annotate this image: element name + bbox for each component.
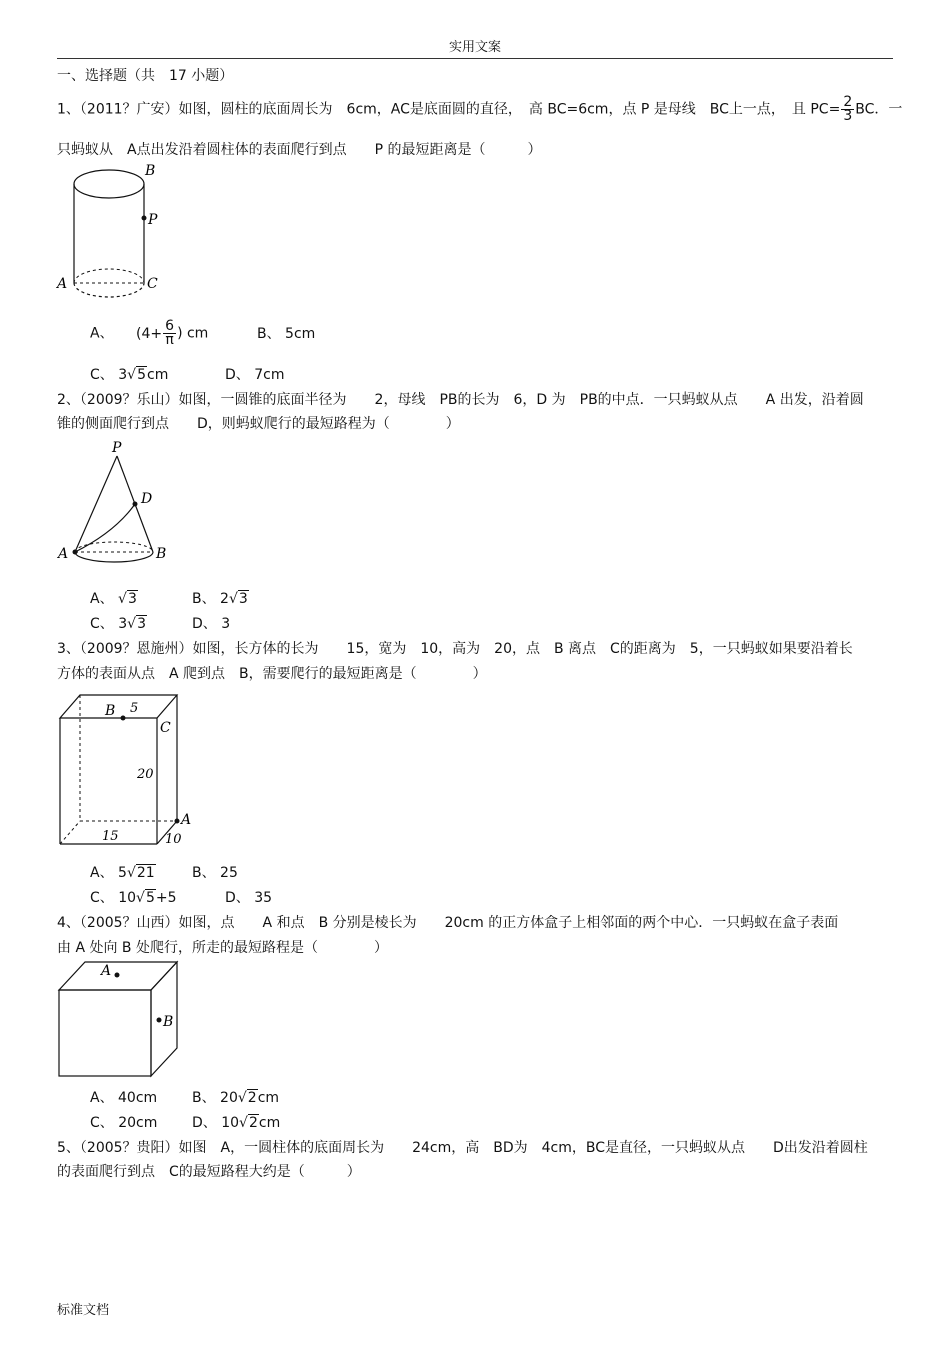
label-5: 5 (130, 701, 139, 716)
q1-option-a-den: π (165, 332, 174, 348)
label-c: C (160, 720, 171, 736)
page-header: 实用文案 (448, 40, 501, 55)
q1-option-c-radicand: 5 (137, 367, 146, 383)
point-p (142, 216, 147, 221)
q1-frac-den: 3 (843, 108, 853, 124)
q1-option-a-num: 6 (165, 318, 175, 334)
label-b: B (163, 1014, 174, 1030)
q4-option-d-radicand: 2 (248, 1115, 258, 1131)
q1-option-c: C、 3√5cm (90, 367, 169, 383)
q1-option-c-coef: 3 (118, 367, 128, 383)
q4-option-a: A、 40cm (90, 1090, 158, 1106)
q2-option-a: A、 √3 (90, 591, 137, 607)
cone-base-front (75, 552, 153, 562)
q1-option-c-label: C、 (90, 367, 114, 383)
label-c: C (147, 276, 158, 292)
q2-option-a-label: A、 (90, 591, 114, 607)
q1-frac-num: 2 (843, 94, 853, 110)
q2-option-c-label: C、 3 (90, 616, 128, 632)
q4-cube-figure (55, 958, 185, 1083)
label-10: 10 (165, 832, 182, 847)
point-a (175, 819, 180, 824)
q1-line2: 只蚂蚁从 A点出发沿着圆柱体的表面爬行到点 P 的最短距离是（ ） (57, 142, 542, 158)
q1-option-a-fraction (163, 320, 176, 347)
q2-option-b: B、 2√3 (192, 591, 248, 607)
cuboid-hidden-left (60, 821, 80, 844)
q1-option-a-label: A、 (90, 325, 114, 342)
point-b (157, 1018, 162, 1023)
q5-line2: 的表面爬行到点 C的最短路程大约是（ ） (57, 1164, 361, 1180)
q1-cylinder-figure (55, 160, 165, 310)
point-a (115, 973, 120, 978)
header-rule (57, 58, 893, 59)
q3-option-c: C、 10√5+5 (90, 890, 177, 906)
cube-front-face (59, 990, 151, 1076)
q1-fraction (841, 96, 854, 123)
label-a: A (181, 812, 192, 828)
q4-option-b: B、 20√2cm (192, 1090, 280, 1106)
q5-line1: 5、（2005？贵阳）如图 A，一圆柱体的底面周长为 24cm，高 BD为 4cm，BC是直径，一只蚂蚁从点 D出发沿着圆柱 (57, 1140, 868, 1156)
label-a: A (57, 276, 68, 292)
q4-option-b-label: B、 20 (192, 1090, 238, 1106)
q1-line1 (57, 96, 902, 123)
label-b: B (145, 163, 156, 179)
cone-base-back (75, 542, 153, 552)
label-20: 20 (137, 767, 154, 782)
section-title: 一、选择题（共 17 小题） (57, 68, 234, 84)
q3-line2: 方体的表面从点 A 爬到点 B，需要爬行的最短距离是（ ） (57, 666, 487, 682)
q2-option-c-radicand: 3 (137, 616, 146, 632)
q4-option-d-unit: cm (258, 1115, 281, 1131)
point-a (73, 550, 78, 555)
q2-option-a-radicand: 3 (127, 591, 137, 607)
q3-option-c-post: +5 (155, 890, 177, 906)
label-15: 15 (102, 829, 119, 844)
label-a: A (101, 963, 112, 979)
q4-option-d: D、 10√2cm (192, 1115, 281, 1131)
q2-line1: 2、（2009？乐山）如图，一圆锥的底面半径为 2，母线 PB的长为 6，D 为 PB的中点．一只蚂蚁从点 A 出发，沿着圆 (57, 392, 864, 408)
q4-option-d-label: D、 10 (192, 1115, 240, 1131)
q3-option-b: B、 25 (192, 865, 238, 881)
q1-option-a-post: ) cm (177, 325, 209, 342)
q3-line1: 3、（2009？恩施州）如图，长方体的长为 15，宽为 10，高为 20，点 B 离点 C的距离为 5，一只蚂蚁如果要沿着长 (57, 641, 853, 657)
q2-option-c: C、 3√3 (90, 616, 146, 632)
q4-line2: 由 A 处向 B 处爬行，所走的最短路程是（ ） (57, 940, 388, 956)
point-d (133, 502, 138, 507)
q1-text-a: 1、（2011？广安）如图，圆柱的底面周长为 6cm，AC是底面圆的直径， 高 BC=6cm，点 P 是母线 BC上一点， 且 PC= (57, 101, 841, 118)
cuboid-top-face (60, 695, 177, 718)
label-b: B (105, 703, 116, 719)
q4-option-b-radicand: 2 (247, 1090, 257, 1106)
q2-option-b-radicand: 3 (238, 591, 248, 607)
cylinder-bottom-back (74, 269, 144, 283)
q3-option-a: A、 5√21 (90, 865, 155, 881)
label-d: D (141, 491, 153, 507)
label-p: P (148, 212, 158, 228)
q1-option-a (90, 320, 208, 347)
point-b (121, 716, 126, 721)
ant-path (75, 504, 135, 552)
q4-line1: 4、（2005？山西）如图，点 A 和点 B 分别是棱长为 20cm 的正方体盒子上相邻面的两个中心．一只蚂蚁在盒子表面 (57, 915, 839, 931)
q1-option-d: D、 7cm (225, 367, 285, 383)
q1-text-b: BC．一 (855, 101, 903, 118)
label-a: A (58, 546, 69, 562)
cone-left-edge (75, 456, 117, 552)
cylinder-bottom-front (74, 283, 144, 297)
q1-option-a-pre: (4+ (136, 325, 163, 342)
page-footer: 标准文档 (57, 1303, 110, 1318)
q3-option-a-label: A、 5 (90, 865, 127, 881)
label-b: B (156, 546, 167, 562)
q3-option-c-radicand: 5 (145, 890, 155, 906)
q3-option-d: D、 35 (225, 890, 273, 906)
q1-option-c-unit: cm (147, 367, 169, 383)
cylinder-top-ellipse (74, 170, 144, 198)
q2-option-b-label: B、 2 (192, 591, 229, 607)
q2-cone-figure (55, 440, 175, 565)
label-p: P (112, 440, 122, 456)
q2-option-d: D、 3 (192, 616, 231, 632)
q3-cuboid-figure (55, 690, 200, 850)
q3-option-a-radicand: 21 (136, 865, 155, 881)
q4-option-b-unit: cm (257, 1090, 280, 1106)
q4-option-c: C、 20cm (90, 1115, 158, 1131)
q3-option-c-label: C、 10 (90, 890, 137, 906)
q1-option-b: B、 5cm (257, 326, 316, 342)
q2-line2: 锥的侧面爬行到点 D，则蚂蚁爬行的最短路程为（ ） (57, 416, 460, 432)
